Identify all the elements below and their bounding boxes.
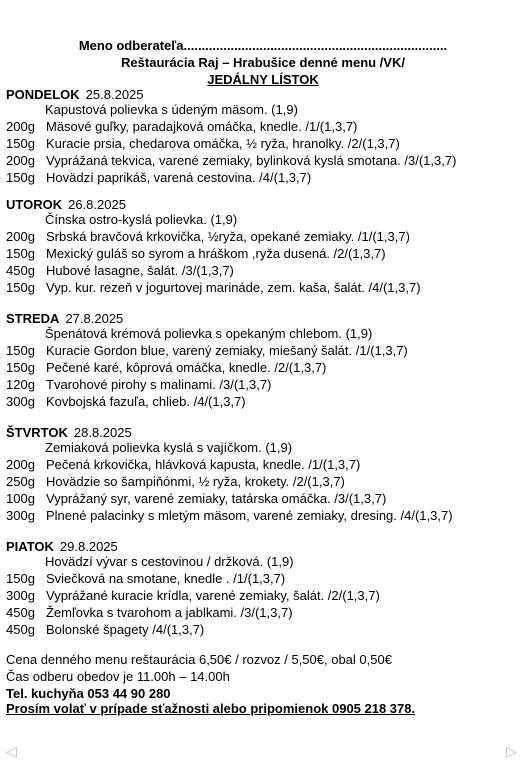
dish-description: Bolonské špagety /4/(1,3,7): [46, 622, 205, 637]
menu-item: [6, 393, 246, 410]
menu-item: [6, 473, 345, 490]
menu-item: [6, 570, 285, 587]
menu-item: [6, 245, 386, 262]
portion-weight: 150g: [6, 170, 35, 185]
dish-description: Mexický guláš so syrom a hráškom ,ryža dusená. /2/(1,3,7): [46, 246, 386, 261]
day-name: ŠTVRTOK: [6, 425, 68, 440]
dish-description: Kuracie Gordon blue, varený zemiaky, miešaný šalát. /1/(1,3,7): [46, 343, 408, 358]
kitchen-phone: Tel. kuchyňa 053 44 90 280: [6, 686, 171, 701]
menu-item: [6, 359, 326, 376]
dish-description: Tvarohové pirohy s malinami. /3/(1,3,7): [46, 377, 272, 392]
soup-item: Zemiaková polievka kyslá s vajíčkom. (1,9): [45, 440, 293, 455]
day-date: 26.8.2025: [68, 197, 126, 212]
menu-item: [6, 507, 453, 524]
pickup-hours: Čas odberu obedov je 11.00h – 14.00h: [6, 669, 230, 684]
portion-weight: 150g: [6, 246, 35, 261]
portion-weight: 450g: [6, 622, 35, 637]
complaint-contact: Prosím volať v prípade sťažnosti alebo pripomienok 0905 218 378.: [6, 701, 416, 716]
day-date: 25.8.2025: [85, 87, 144, 102]
menu-item: [6, 262, 234, 279]
portion-weight: 100g: [6, 491, 35, 506]
dish-description: Srbská bravčová krkovička, ½ryža, opekané zemiaky. /1/(1,3,7): [46, 229, 410, 244]
portion-weight: 150g: [6, 360, 35, 375]
menu-item: [6, 279, 421, 296]
menu-item: [6, 135, 400, 152]
portion-weight: 300g: [6, 508, 35, 523]
menu-item: [6, 490, 386, 507]
day-date: 29.8.2025: [59, 539, 118, 554]
dish-description: Mäsové guľky, paradajková omáčka, knedle. /1/(1,3,7): [46, 119, 358, 134]
menu-item: [6, 228, 410, 245]
dish-description: Sviečková na smotane, knedle . /1/(1,3,7): [46, 571, 286, 586]
portion-weight: 200g: [6, 153, 35, 168]
dish-description: Hovädzí paprikáš, varená cestovina. /4/(1,3,7): [46, 170, 312, 185]
portion-weight: 200g: [6, 457, 35, 472]
arrow-left-icon[interactable]: ◁: [6, 743, 17, 759]
portion-weight: 300g: [6, 394, 35, 409]
portion-weight: 120g: [6, 377, 35, 392]
menu-item: [6, 152, 456, 169]
menu-item: [6, 604, 293, 621]
dish-description: Vyprážaný syr, varené zemiaky, tatárska omáčka. /3/(1,3,7): [46, 491, 387, 506]
restaurant-title: Reštaurácia Raj – Hrabušice denné menu /VK/: [121, 55, 405, 70]
dish-description: Plnené palacinky s mletým mäsom, varené zemiaky, dresing. /4/(1,3,7): [46, 508, 453, 523]
portion-weight: 150g: [6, 280, 35, 295]
menu-item: [6, 456, 360, 473]
day-name: PIATOK: [6, 539, 54, 554]
menu-item: [6, 118, 357, 135]
portion-weight: 300g: [6, 588, 35, 603]
dish-description: Žemľovka s tvarohom a jablkami. /3/(1,3,7): [46, 605, 293, 620]
menu-item: [6, 587, 380, 604]
day-name: UTOROK: [6, 197, 63, 212]
portion-weight: 150g: [6, 136, 35, 151]
menu-item: [6, 621, 204, 638]
dish-description: Vyprážaná tekvica, varené zemiaky, bylinková kyslá smotana. /3/(1,3,7): [46, 153, 457, 168]
soup-item: Špenátová krémová polievka s opekaným chlebom. (1,9): [45, 326, 373, 341]
portion-weight: 450g: [6, 263, 35, 278]
day-name: PONDELOK: [6, 87, 80, 102]
customer-name-line: Meno odberateľa.........................................................................: [78, 38, 448, 53]
day-name: STREDA: [6, 311, 60, 326]
dish-description: Vyprážané kuracie krídla, varené zemiaky, šalát. /2/(1,3,7): [46, 588, 380, 603]
portion-weight: 150g: [6, 571, 35, 586]
day-date: 28.8.2025: [73, 425, 132, 440]
menu-item: [6, 342, 408, 359]
dish-description: Pečené karé, kôprová omáčka, knedle. /2/(1,3,7): [46, 360, 327, 375]
soup-item: Čínska ostro-kyslá polievka. (1,9): [45, 212, 238, 227]
day-date: 27.8.2025: [65, 311, 124, 326]
soup-item: Hovädzí vývar s cestovinou / držková. (1,9): [45, 554, 294, 569]
dish-description: Kuracie prsia, chedarova omáčka, ½ ryža, hranolky. /2/(1,3,7): [46, 136, 400, 151]
portion-weight: 250g: [6, 474, 35, 489]
portion-weight: 450g: [6, 605, 35, 620]
dish-description: Pečená krkovička, hlávková kapusta, knedle. /1/(1,3,7): [46, 457, 361, 472]
arrow-right-icon[interactable]: ▷: [506, 743, 517, 759]
dish-description: Hubové lasagne, šalát. /3/(1,3,7): [46, 263, 234, 278]
dish-description: Hovädzie so šampiňónmi, ½ ryža, krokety. /2/(1,3,7): [46, 474, 345, 489]
dish-description: Kovbojská fazuľa, chlieb. /4/(1,3,7): [46, 394, 246, 409]
portion-weight: 200g: [6, 229, 35, 244]
menu-item: [6, 169, 311, 186]
portion-weight: 150g: [6, 343, 35, 358]
soup-item: Kapustová polievka s údeným mäsom. (1,9): [45, 102, 298, 117]
portion-weight: 200g: [6, 119, 35, 134]
menu-item: [6, 376, 271, 393]
price-info: Cena denného menu reštaurácia 6,50€ / rozvoz / 5,50€, obal 0,50€: [6, 652, 392, 667]
menu-heading: JEDÁLNY LÍSTOK: [207, 72, 319, 87]
dish-description: Vyp. kur. rezeň v jogurtovej marináde, zem. kaša, šalát. /4/(1,3,7): [46, 280, 421, 295]
